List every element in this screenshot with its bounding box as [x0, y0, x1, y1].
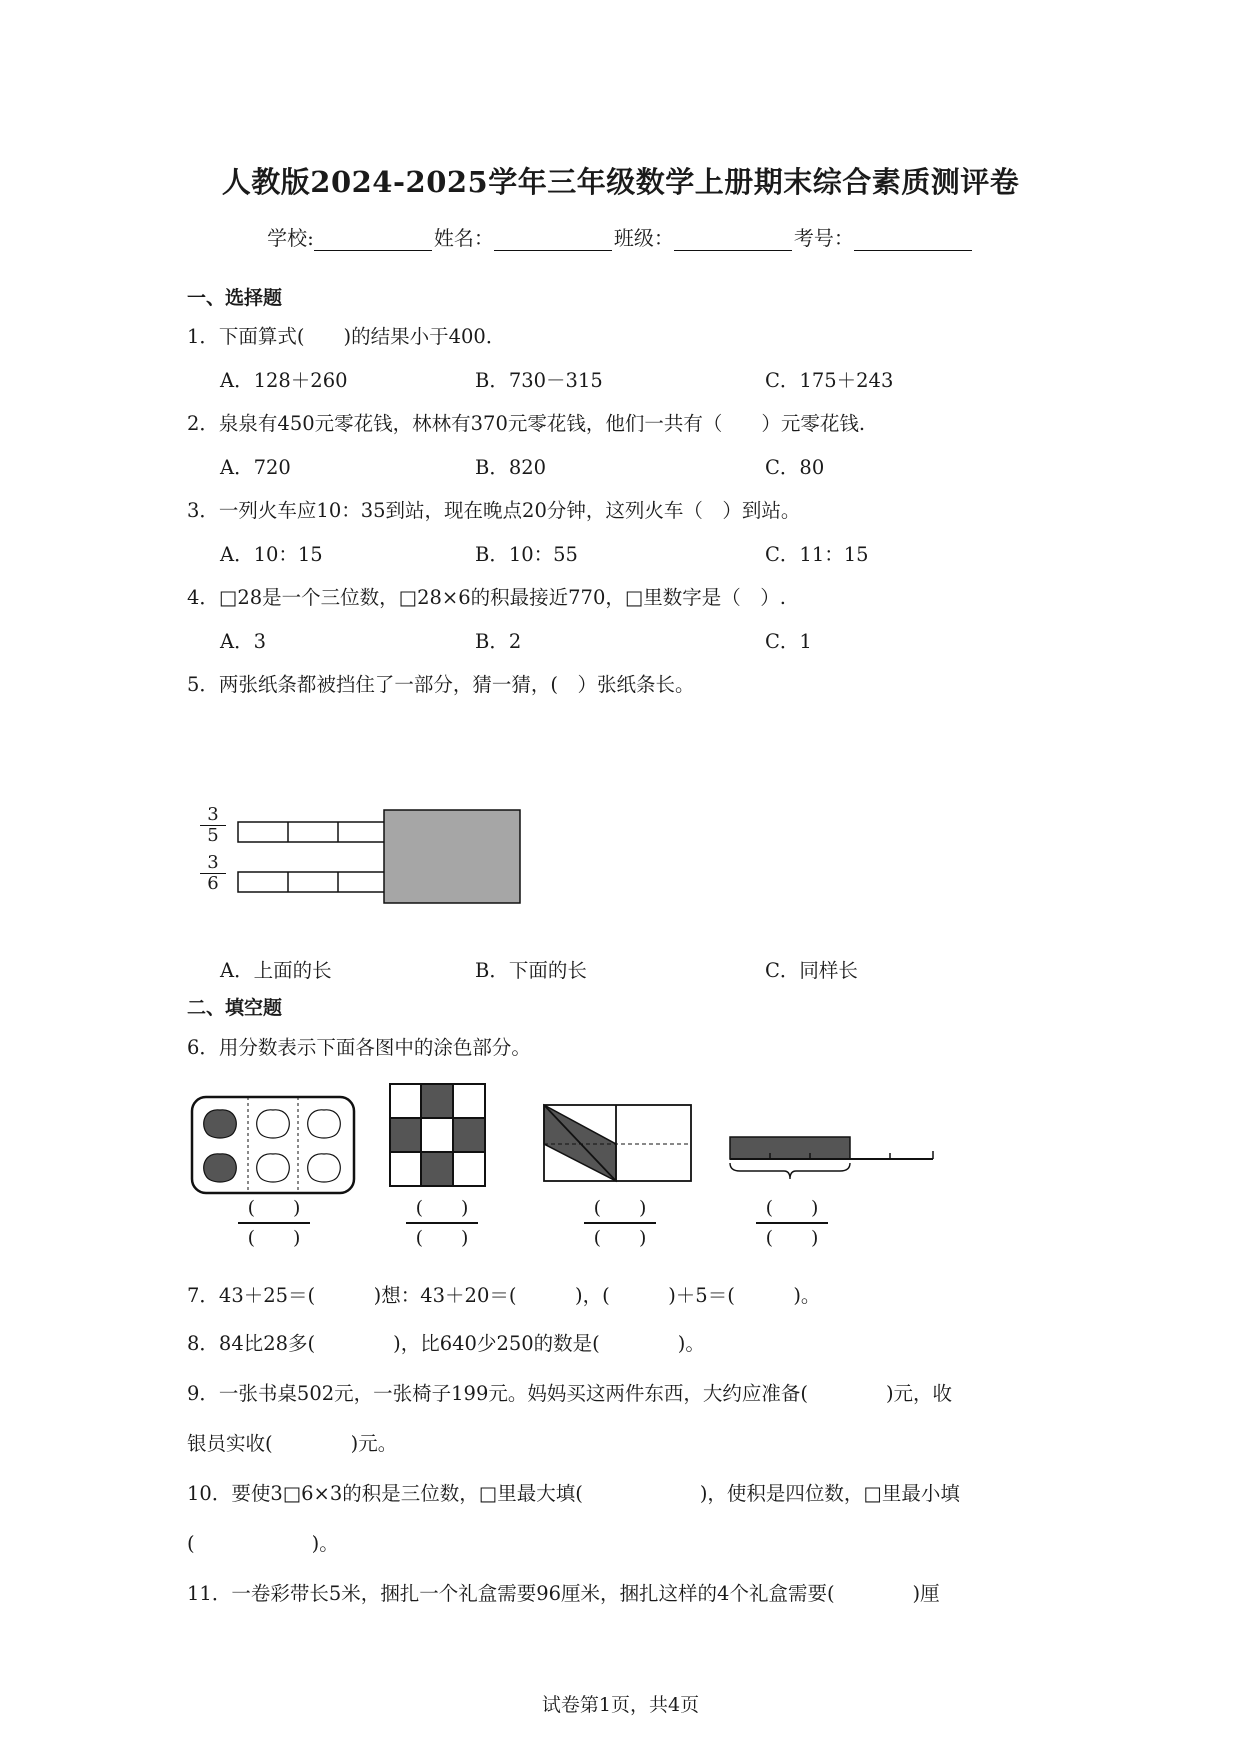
student-info — [0, 222, 1241, 251]
question-7: 7．43＋25＝( )想：43＋20＝( )，( )＋5＝( )。 — [187, 1284, 821, 1307]
question-9-line1: 9．一张书桌502元，一张椅子199元。妈妈买这两件东西，大约应准备( )元，收 — [187, 1382, 953, 1405]
question-8: 8．84比28多( )，比640少250的数是( )。 — [187, 1332, 705, 1355]
peach-icon — [204, 1110, 341, 1182]
checker-grid-figure — [389, 1082, 495, 1192]
fraction-bottom-denominator: 6 — [200, 873, 226, 894]
question-10-line2: ( )。 — [187, 1532, 339, 1555]
question-4: 4．□28是一个三位数，□28×6的积最接近770，□里数字是（ ）. — [187, 586, 786, 609]
id-label: 考号： — [793, 226, 854, 250]
school-label: 学校: — [267, 226, 314, 250]
brace-icon — [730, 1163, 850, 1179]
q5-option-b[interactable]: B．下面的长 — [475, 959, 587, 982]
page-footer: 试卷第1页，共4页 — [541, 1694, 700, 1716]
fraction-blank-2[interactable] — [402, 1197, 482, 1249]
measured-bar-figure — [728, 1131, 938, 1183]
peach-tray-figure — [190, 1094, 358, 1198]
fraction-blank-1[interactable] — [234, 1197, 314, 1249]
denominator-blank[interactable]: ( ) — [765, 1227, 819, 1249]
q5-option-a[interactable]: A．上面的长 — [220, 959, 332, 982]
q2-option-a[interactable]: A．720 — [220, 456, 291, 479]
question-9-line2: 银员实收( )元。 — [187, 1432, 398, 1455]
section-fill-heading: 二、填空题 — [187, 997, 283, 1019]
q3-option-c[interactable]: C．11：15 — [765, 543, 869, 566]
school-blank[interactable] — [314, 230, 432, 251]
fraction-bottom-numerator: 3 — [207, 852, 219, 873]
q4-option-b[interactable]: B．2 — [475, 630, 522, 653]
denominator-blank[interactable]: ( ) — [593, 1227, 647, 1249]
section-choice-heading: 一、选择题 — [187, 287, 283, 309]
question-2: 2．泉泉有450元零花钱，林林有370元零花钱，他们一共有（ ）元零花钱. — [187, 412, 866, 435]
numerator-blank[interactable]: ( ) — [593, 1197, 647, 1219]
numerator-blank[interactable]: ( ) — [415, 1197, 469, 1219]
bottom-strip — [238, 872, 388, 892]
numerator-blank[interactable]: ( ) — [765, 1197, 819, 1219]
denominator-blank[interactable]: ( ) — [415, 1227, 469, 1249]
question-10-line1: 10．要使3□6×3的积是三位数，□里最大填( )，使积是四位数，□里最小填 — [187, 1482, 960, 1505]
q1-option-a[interactable]: A．128＋260 — [220, 369, 348, 392]
question-5: 5．两张纸条都被挡住了一部分，猜一猜，( ）张纸条长。 — [187, 673, 695, 696]
q1-option-b[interactable]: B．730－315 — [475, 369, 603, 392]
q3-option-b[interactable]: B．10：55 — [475, 543, 578, 566]
name-label: 姓名： — [433, 226, 494, 250]
denominator-blank[interactable]: ( ) — [247, 1227, 301, 1249]
q5-option-c[interactable]: C．同样长 — [765, 959, 858, 982]
cover-block — [384, 810, 520, 903]
rectangle-triangle-figure — [542, 1102, 694, 1184]
q4-option-c[interactable]: C．1 — [765, 630, 812, 653]
question-6: 6．用分数表示下面各图中的涂色部分。 — [187, 1036, 531, 1059]
class-blank[interactable] — [674, 230, 792, 251]
q3-option-a[interactable]: A．10：15 — [220, 543, 323, 566]
question-1: 1．下面算式( )的结果小于400． — [187, 325, 506, 348]
top-strip — [238, 822, 388, 842]
class-label: 班级： — [613, 226, 674, 250]
q2-option-b[interactable]: B．820 — [475, 456, 547, 479]
q4-option-a[interactable]: A．3 — [220, 630, 266, 653]
name-blank[interactable] — [494, 230, 612, 251]
q2-option-c[interactable]: C．80 — [765, 456, 825, 479]
numerator-blank[interactable]: ( ) — [247, 1197, 301, 1219]
fraction-blank-3[interactable] — [580, 1197, 660, 1249]
page-title: 人教版2024-2025学年三年级数学上册期末综合素质测评卷 — [221, 165, 1020, 199]
fraction-blank-4[interactable] — [752, 1197, 832, 1249]
question-11: 11．一卷彩带长5米，捆扎一个礼盒需要96厘米，捆扎这样的4个礼盒需要( )厘 — [187, 1582, 940, 1605]
fraction-top-denominator: 5 — [200, 825, 226, 846]
question-3: 3．一列火车应10：35到站，现在晚点20分钟，这列火车（ ）到站。 — [187, 499, 801, 522]
fraction-top-strip — [200, 805, 226, 846]
fraction-top-numerator: 3 — [207, 804, 219, 825]
fraction-bottom-strip — [200, 853, 226, 894]
id-blank[interactable] — [854, 230, 972, 251]
paper-strips-figure — [236, 800, 526, 910]
q1-option-c[interactable]: C．175＋243 — [765, 369, 894, 392]
